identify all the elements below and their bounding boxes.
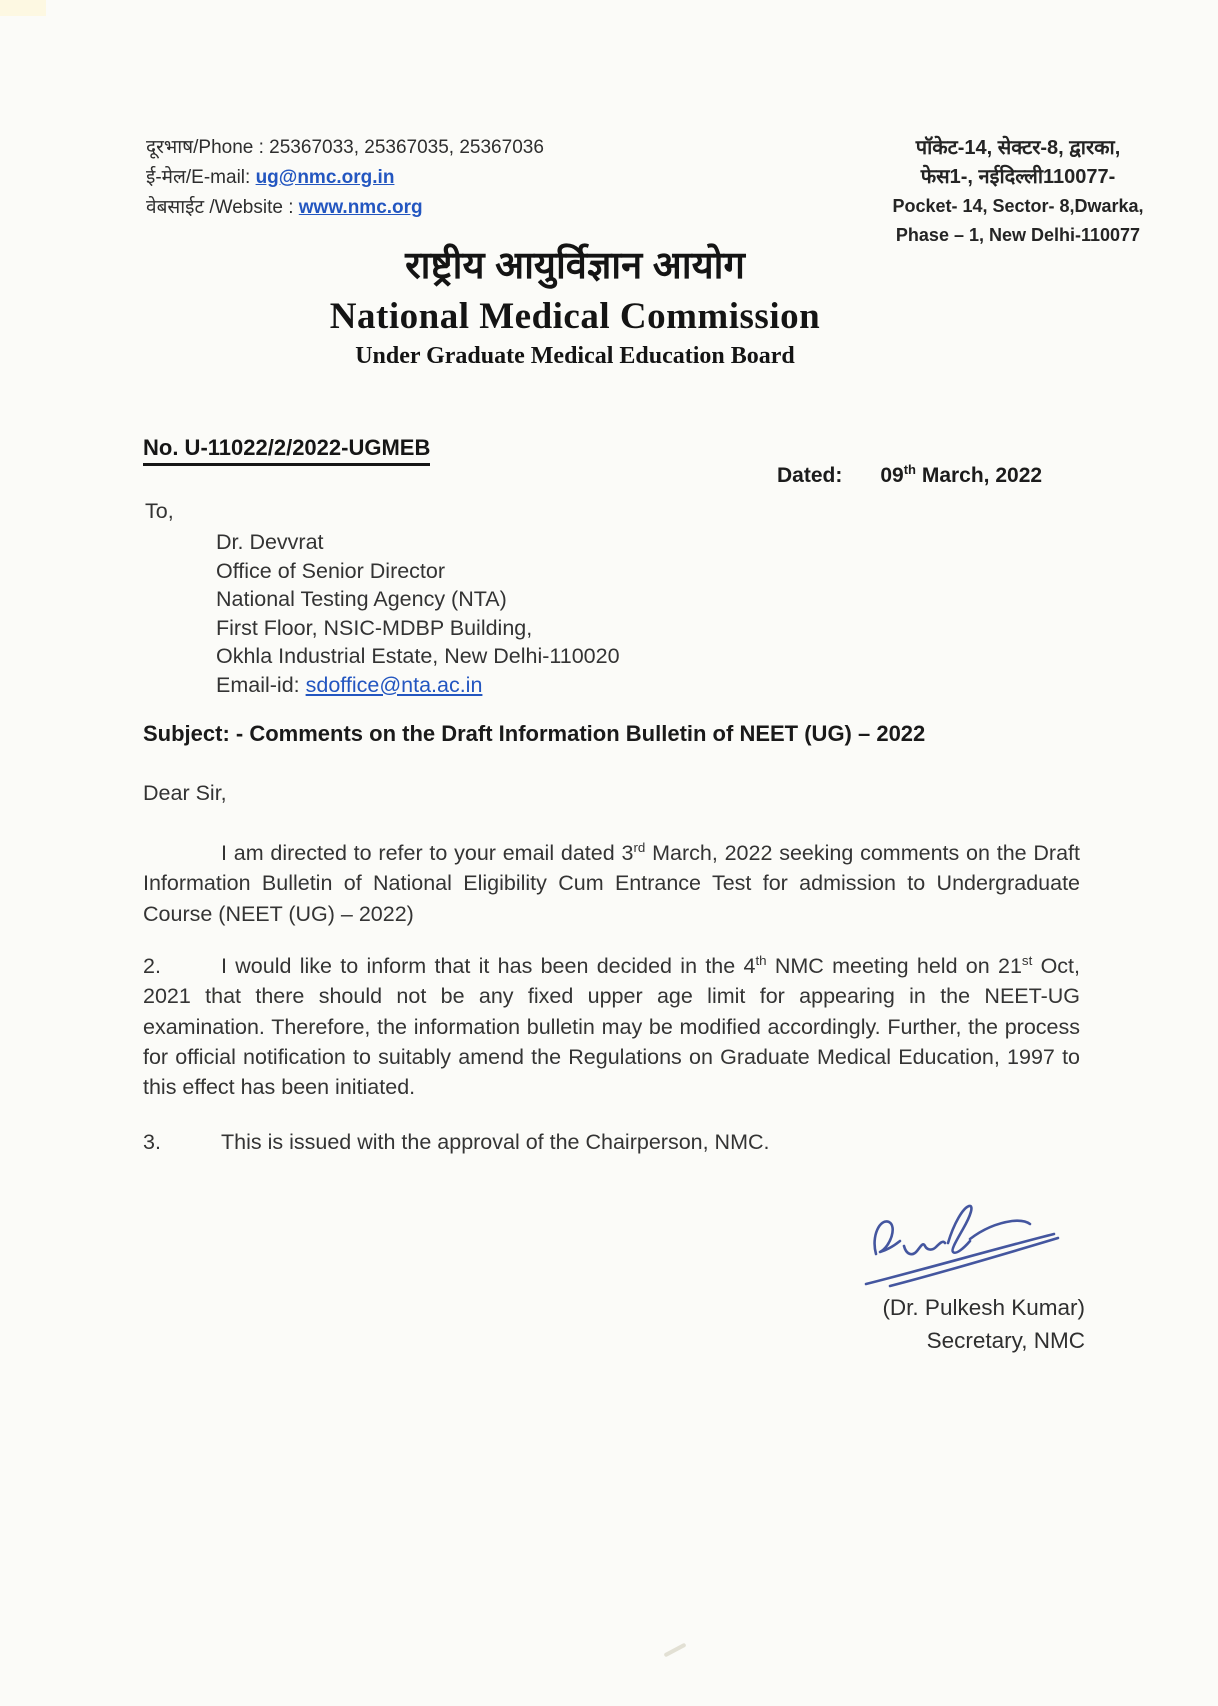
header-address-block: [878, 134, 1158, 250]
body-paragraph-2: [143, 951, 1080, 1102]
email-label: ई-मेल/E-mail:: [146, 167, 256, 188]
email-line: [146, 163, 544, 193]
body-paragraph-1: [143, 838, 1080, 929]
org-title-english: National Medical Commission: [329, 296, 821, 337]
recipient-email-link[interactable]: sdoffice@nta.ac.in: [305, 672, 483, 697]
recipient-name: Dr. Devvrat: [216, 530, 324, 554]
stray-pen-mark: [663, 1643, 686, 1658]
date-rest: March, 2022: [916, 464, 1043, 487]
reference-number: No. U-11022/2/2022-UGMEB: [143, 435, 430, 466]
recipient-agency: National Testing Agency (NTA): [216, 587, 507, 611]
body-paragraph-3: [143, 1127, 1080, 1157]
signatory-title: Secretary, NMC: [926, 1328, 1085, 1353]
date-day-suffix: th: [903, 462, 916, 477]
para2-superscript-1: th: [755, 952, 767, 968]
address-english-line2: Phase – 1, New Delhi-110077: [895, 225, 1141, 245]
signatory-block: [700, 1291, 1085, 1357]
header-contact-block: [146, 133, 544, 223]
date-day: 09: [880, 464, 904, 487]
signatory-name: (Dr. Pulkesh Kumar): [882, 1295, 1085, 1320]
phone-line: दूरभाष/Phone : 25367033, 25367035, 25367036: [146, 137, 544, 158]
recipient-city: Okhla Industrial Estate, New Delhi-110020: [216, 644, 620, 668]
date-line: [777, 464, 1042, 488]
address-hindi-line1: पॉकेट-14, सेक्टर-8, द्वारका,: [915, 137, 1121, 159]
para3-text: This is issued with the approval of the Chairperson, NMC.: [221, 1130, 770, 1154]
para2-text: I would like to inform that it has been decided in the 4: [221, 954, 756, 978]
salutation-to: To,: [145, 499, 174, 523]
scan-artifact: [0, 0, 46, 16]
para2-superscript-2: st: [1021, 952, 1033, 968]
org-title-hindi: राष्ट्रीय आयुर्विज्ञान आयोग: [405, 245, 745, 287]
signature-scribble: [856, 1196, 1071, 1296]
recipient-office: Office of Senior Director: [216, 558, 446, 583]
masthead: [75, 243, 1075, 371]
recipient-building: First Floor, NSIC-MDBP Building,: [216, 615, 533, 640]
website-label: वेबसाईट /Website :: [146, 197, 299, 218]
para2-number: 2.: [143, 954, 161, 978]
address-hindi-line2: फेस1-, नईदिल्ली110077-: [920, 166, 1116, 188]
recipient-email-label: Email-id:: [216, 672, 306, 697]
recipient-email-line: [216, 671, 620, 700]
email-link[interactable]: ug@nmc.org.in: [255, 167, 395, 188]
para3-number: 3.: [143, 1130, 161, 1154]
para1-text-cont: March, 2022 seeking comments on the Draft Information Bulletin of National Eligibility Cum Entrance Test for admission to Undergraduate Course (NEET (UG) – 2022): [143, 841, 1080, 926]
date-label: Dated:: [777, 464, 843, 487]
recipient-address: [216, 528, 620, 699]
para2-text-cont1: NMC meeting held on 21: [766, 954, 1022, 978]
address-english-line1: Pocket- 14, Sector- 8,Dwarka,: [892, 196, 1144, 216]
website-line: [146, 193, 544, 223]
subject-line: Subject: - Comments on the Draft Information Bulletin of NEET (UG) – 2022: [143, 721, 926, 746]
website-link[interactable]: www.nmc.org: [298, 197, 423, 218]
board-subtitle: Under Graduate Medical Education Board: [355, 343, 795, 369]
para1-superscript: rd: [633, 839, 646, 855]
para2-text-cont2: Oct, 2021 that there should not be any fixed upper age limit for appearing in the NEET-UG examination. Therefore, the information bulletin may be modified accordingly. Further, the process for official notification to suitably amend the Regulations on Graduate Medical Education, 1997 to this effect has been initiated.: [143, 954, 1080, 1100]
greeting: Dear Sir,: [143, 781, 227, 805]
para1-text: I am directed to refer to your email dated 3: [221, 841, 634, 865]
